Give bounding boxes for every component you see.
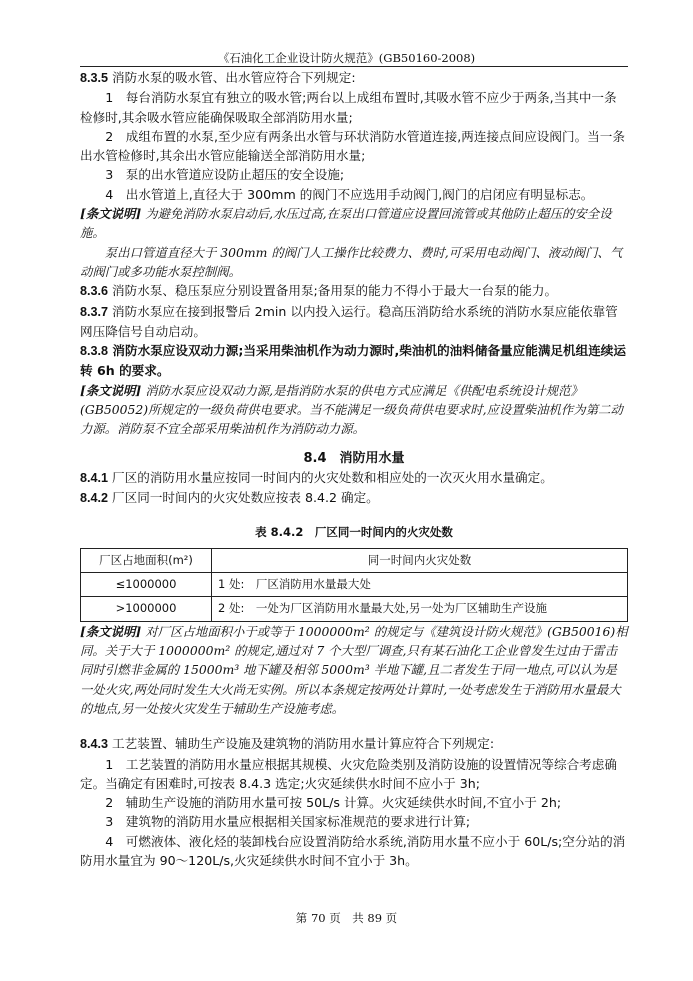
clause-number: 8.4.2 — [80, 491, 109, 506]
note-text: 对厂区占地面积小于或等于 1000000m² 的规定与《建筑设计防火规范》(GB50016)相同。关于大于 1000000m² 的规定,通过对 7 个大型厂调查,只有某石油化工企业曾发生过由于雷击同时引燃非金属的 15000m³ 地下罐及相邻 5000m³ 半地下罐,且二者发生于同一地点,可以认为是一处火灾,两处同时发生大火尚无实例。所以本条规定按两处计算时,一处考虑发生于消防用水量最大的地点,另一处按火灾发生于辅助生产设施考虑。 — [80, 623, 628, 716]
clause-text: 厂区的消防用水量应按同一时间内的火灾处数和相应处的一次灭火用水量确定。 — [112, 469, 553, 485]
clause-item: 3 建筑物的消防用水量应根据相关国家标准规范的要求进行计算; — [105, 814, 471, 830]
clause-item: 4 出水管道上,直径大于 300mm 的阀门不应选用手动阀门,阀门的启闭应有明显标志。 — [105, 186, 594, 202]
table-row — [81, 573, 628, 597]
fire-count-table — [80, 548, 628, 622]
clause-number: 8.4.1 — [80, 470, 109, 485]
table-header-cell: 同一时间内火灾处数 — [212, 548, 628, 572]
clause-note — [80, 204, 628, 243]
page-footer: 第 70 页 共 89 页 — [295, 911, 398, 925]
clause-8-3-8 — [80, 341, 628, 381]
clause-item: 2 成组布置的水泵,至少应有两条出水管与环状消防水管道连接,两连接点间应设阀门。当一条出水管检修时,其余出水管应能输送全部消防用水量; — [80, 128, 625, 164]
clause-text: 厂区同一时间内的火灾处数应按表 8.4.2 确定。 — [112, 490, 379, 506]
clause-note — [80, 622, 628, 718]
table-row — [81, 597, 628, 621]
clause-note — [80, 381, 628, 439]
clause-text: 消防水泵应在接到报警后 2min 以内投入运行。稳高压消防给水系统的消防水泵应能依靠管网压降信号自动启动。 — [80, 303, 618, 339]
clause-text: 消防水泵、稳压泵应分别设置备用泵;备用泵的能力不得小于最大一台泵的能力。 — [112, 283, 558, 299]
table-title: 表 8.4.2 厂区同一时间内的火灾处数 — [255, 524, 453, 539]
note-label: [条文说明] — [80, 382, 142, 398]
clause-text: 消防水泵应设双动力源;当采用柴油机作为动力源时,柴油机的油料储备量应能满足机组连续运转 6h 的要求。 — [80, 343, 626, 379]
clause-8-3-5-title — [80, 68, 628, 88]
clause-8-4-2 — [80, 488, 628, 508]
note-text: 为避免消防水泵启动后,水压过高,在泵出口管道应设置回流管或其他防止超压的安全设施。 — [80, 206, 612, 241]
section-title: 8.4 消防用水量 — [303, 450, 405, 466]
clause-item: 4 可燃液体、液化烃的装卸栈台应设置消防给水系统,消防用水量不应小于 60L/s;空分站的消防用水量宜为 90～120L/s,火灾延续供水时间不宜小于 3h。 — [80, 833, 626, 868]
note-text-continued: 泵出口管道直径大于 300mm 的阀门人工操作比较费力、费时,可采用电动阀门、液动阀门、气动阀门或多功能水泵控制阀。 — [80, 244, 623, 279]
page-header: 《石油化工企业设计防火规范》(GB50160-2008) — [217, 51, 476, 65]
clause-item: 1 每台消防水泵宜有独立的吸水管;两台以上成组布置时,其吸水管不应少于两条,当其中一条检修时,其余吸水管应能确保吸取全部消防用水量; — [80, 90, 617, 125]
clause-item: 2 辅助生产设施的消防用水量可按 50L/s 计算。火灾延续供水时间,不宜小于 2h; — [105, 795, 562, 811]
note-label: [条文说明] — [80, 623, 142, 639]
spacer — [80, 718, 628, 734]
clause-text: 工艺装置、辅助生产设施及建筑物的消防用水量计算应符合下列规定: — [112, 736, 495, 752]
note-label: [条文说明] — [80, 206, 142, 222]
clause-8-3-7 — [80, 302, 628, 342]
clause-number: 8.3.7 — [80, 304, 109, 319]
table-cell-area: >1000000 — [81, 597, 212, 621]
clause-8-4-1 — [80, 468, 628, 488]
clause-number: 8.3.5 — [80, 71, 109, 85]
table-header-row — [81, 548, 628, 572]
page-content — [80, 68, 628, 870]
clause-number: 8.3.8 — [80, 344, 109, 359]
clause-item: 1 工艺装置的消防用水量应根据其规模、火灾危险类别及消防设施的设置情况等综合考虑确定。当确定有困难时,可按表 8.4.3 选定;火灾延续供水时间不应小于 3h; — [80, 756, 617, 791]
clause-text: 消防水泵的吸水管、出水管应符合下列规定: — [112, 70, 356, 85]
table-header-cell: 厂区占地面积(m²) — [81, 548, 212, 572]
table-cell-count: 2 处: 一处为厂区消防用水量最大处,另一处为厂区辅助生产设施 — [212, 597, 628, 621]
header-rule — [80, 66, 628, 67]
clause-number: 8.4.3 — [80, 737, 109, 752]
clause-8-3-6 — [80, 281, 628, 301]
note-text: 消防水泵应设双动力源,是指消防水泵的供电方式应满足《供配电系统设计规范》(GB50052)所规定的一级负荷供电要求。当不能满足一级负荷供电要求时,应设置柴油机作为第二动力源。消防泵不宜全部采用柴油机作为消防动力源。 — [80, 382, 623, 437]
table-cell-area: ≤1000000 — [81, 573, 212, 597]
clause-item: 3 泵的出水管道应设防止超压的安全设施; — [105, 167, 345, 183]
clause-8-4-3-title — [80, 734, 628, 754]
clause-number: 8.3.6 — [80, 284, 109, 299]
table-cell-count: 1 处: 厂区消防用水量最大处 — [212, 573, 628, 597]
